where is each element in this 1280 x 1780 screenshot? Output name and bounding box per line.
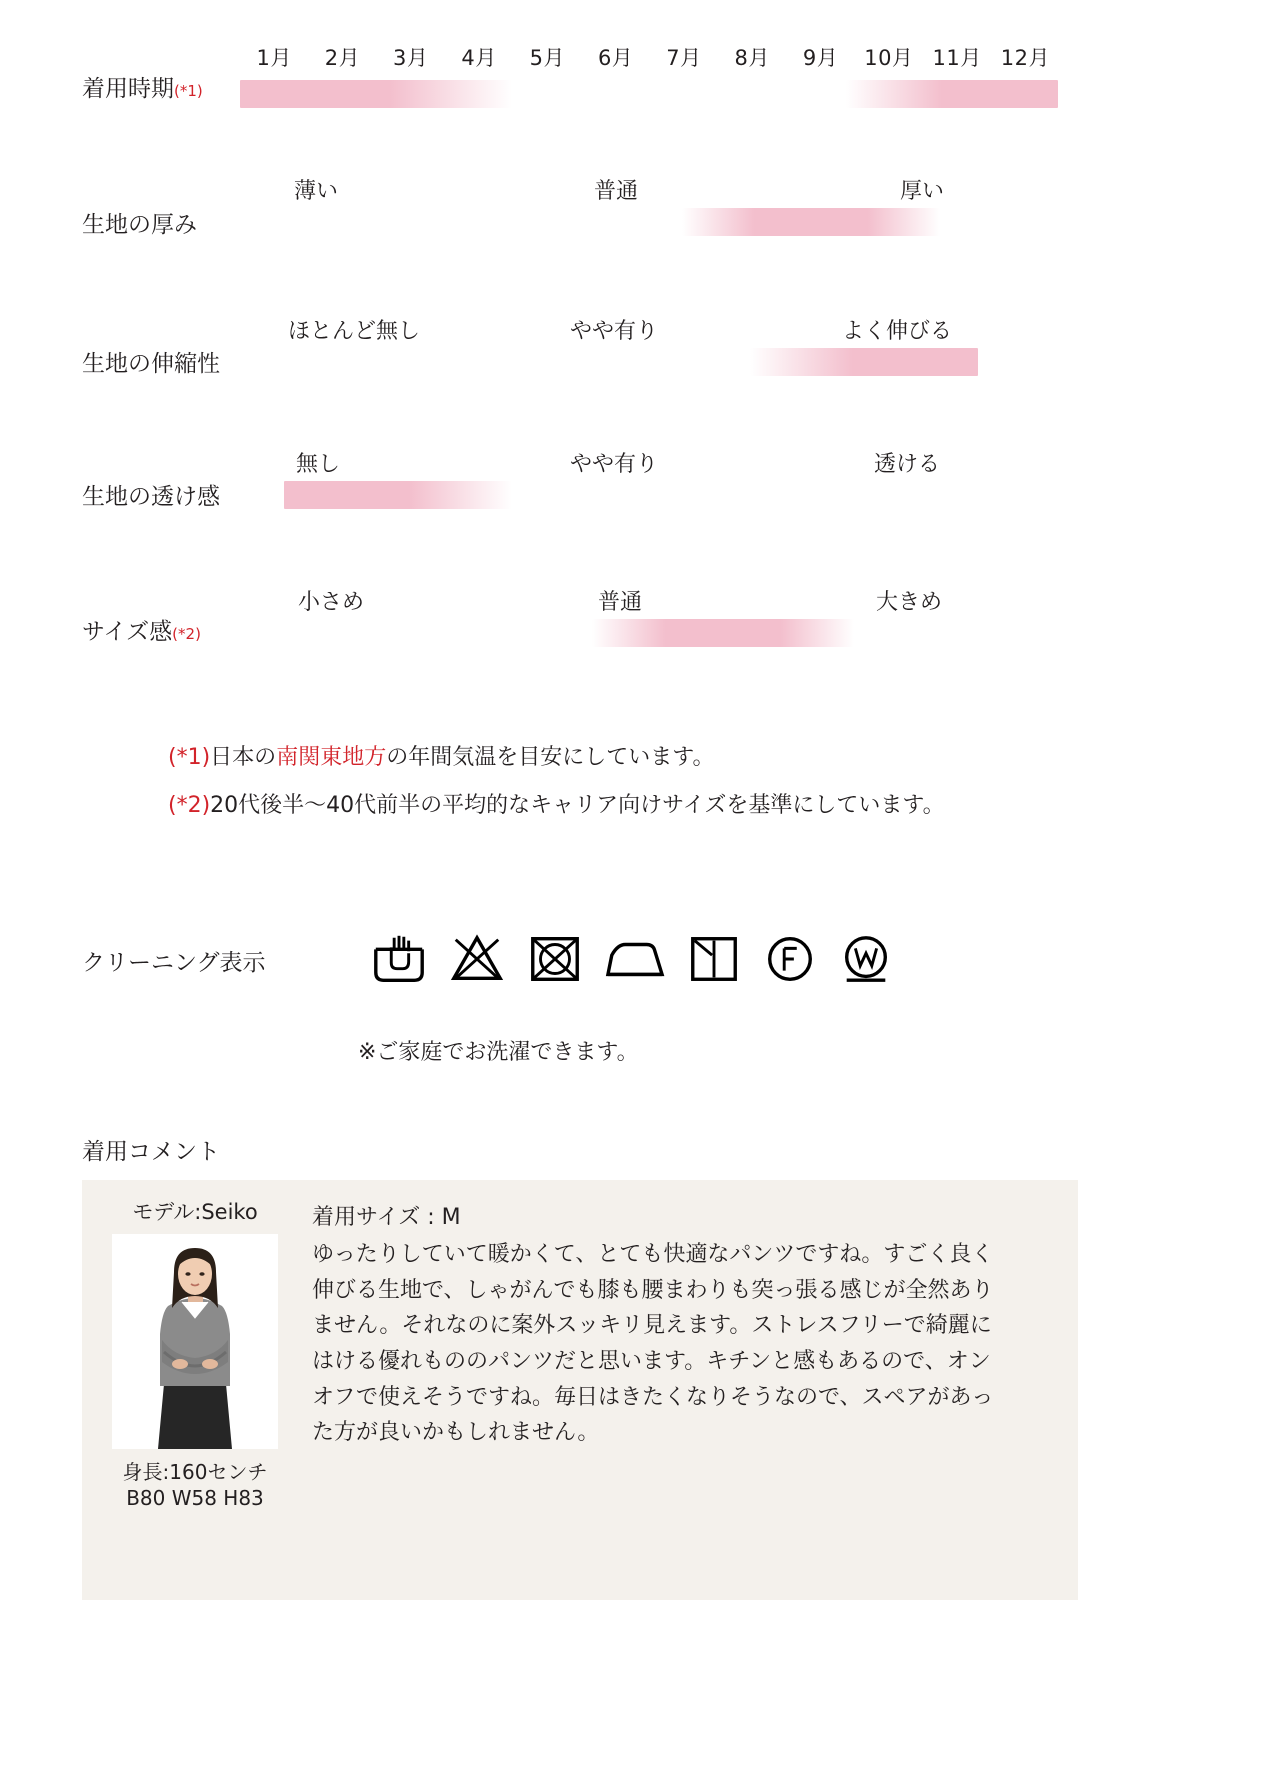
row-label-stretch xyxy=(82,345,220,378)
sizing-bar xyxy=(592,619,854,647)
footnote-2 xyxy=(168,788,945,819)
row-label-sheerness-text: 生地の透け感 xyxy=(82,484,220,510)
row-label-thickness-text: 生地の厚み xyxy=(82,212,197,238)
sheerness-scale-some: やや有り xyxy=(570,452,659,477)
footnote-1 xyxy=(168,740,714,771)
row-label-season-note: (*1) xyxy=(174,82,203,100)
stretch-scale-none: ほとんど無し xyxy=(288,319,421,344)
row-label-sheerness xyxy=(82,478,220,511)
month-label: 12月 xyxy=(1000,46,1051,70)
footnote-2-text: 20代後半〜40代前半の平均的なキャリア向けサイズを基準にしています。 xyxy=(210,793,945,818)
comment-body: ゆったりしていて暖かくて、とても快適なパンツですね。すごく良く伸びる生地で、しゃがんでも膝も腰まわりも突っ張る感じが全然ありません。それなのに案外スッキリ見えます。ストレスフリーで綺麗にはける優れもののパンツだと思います。キチンと感もあるので、オンオフで使えそうですね。毎日はきたくなりそうなので、スペアがあった方が良いかもしれません。 xyxy=(312,1242,994,1446)
drip-dry-icon xyxy=(686,930,742,988)
stretch-bar xyxy=(750,348,978,376)
footnote-1-mark: (*1) xyxy=(168,745,211,770)
month-label: 11月 xyxy=(932,46,982,70)
season-bar-winter-early xyxy=(240,80,512,108)
month-header xyxy=(240,42,1060,72)
footnote-2-mark: (*2) xyxy=(168,793,211,818)
care-note: ※ご家庭でお洗濯できます。 xyxy=(358,1040,639,1065)
footnote-1-highlight: 南関東地方 xyxy=(276,745,387,770)
sheerness-bar xyxy=(284,481,512,509)
stretch-scale-much: よく伸びる xyxy=(842,319,953,344)
care-label: クリーニング表示 xyxy=(82,950,266,976)
thickness-scale-normal: 普通 xyxy=(594,179,639,204)
row-label-sizing-note: (*2) xyxy=(172,625,201,643)
model-photo xyxy=(112,1234,278,1449)
thickness-scale-thick: 厚い xyxy=(900,179,945,204)
care-symbol-list xyxy=(370,930,894,988)
month-label: 4月 xyxy=(461,46,497,70)
sizing-scale-large: 大きめ xyxy=(876,590,943,615)
hand-wash-icon xyxy=(370,930,428,988)
row-label-thickness xyxy=(82,206,197,239)
month-label: 5月 xyxy=(529,46,566,70)
stretch-scale-some: やや有り xyxy=(570,319,659,344)
thickness-bar xyxy=(682,208,940,236)
model-measurements: B80 W58 H83 xyxy=(126,1486,264,1511)
sizing-scale-normal: 普通 xyxy=(598,590,643,615)
wet-clean-w-icon xyxy=(838,930,894,988)
sheerness-scale-sheer: 透ける xyxy=(874,452,941,477)
iron-icon xyxy=(604,930,666,988)
season-bar-winter-late xyxy=(846,80,1058,108)
sizing-scale-small: 小さめ xyxy=(298,590,365,615)
month-label: 1月 xyxy=(256,46,292,70)
row-label-sizing-text: サイズ感 xyxy=(82,619,173,645)
model-info xyxy=(100,1196,290,1512)
model-height: 身長:160センチ xyxy=(122,1460,268,1484)
footnote-1-text-a: 日本の xyxy=(210,745,277,770)
comment-section-title: 着用コメント xyxy=(82,1139,220,1165)
month-label: 9月 xyxy=(802,46,839,70)
row-label-sizing xyxy=(82,613,201,646)
month-label: 6月 xyxy=(597,46,634,70)
month-label: 3月 xyxy=(393,46,429,70)
month-label: 8月 xyxy=(734,46,770,70)
month-label: 10月 xyxy=(864,46,914,70)
footnote-1-text-b: の年間気温を目安にしています。 xyxy=(386,745,715,770)
no-bleach-icon xyxy=(448,930,506,988)
month-label: 7月 xyxy=(666,46,702,70)
row-label-stretch-text: 生地の伸縮性 xyxy=(82,351,220,377)
model-stats xyxy=(100,1459,290,1512)
thickness-scale-thin: 薄い xyxy=(294,179,339,204)
model-name: モデル:Seiko xyxy=(132,1200,258,1224)
wear-size: 着用サイズ : M xyxy=(312,1205,461,1230)
comment-body-block xyxy=(312,1200,1012,1451)
dry-clean-f-icon xyxy=(762,930,818,988)
sheerness-scale-none: 無し xyxy=(296,452,341,477)
no-tumble-dry-icon xyxy=(526,930,584,988)
row-label-season-text: 着用時期 xyxy=(82,76,174,102)
month-label: 2月 xyxy=(324,46,361,70)
row-label-season xyxy=(82,70,203,103)
